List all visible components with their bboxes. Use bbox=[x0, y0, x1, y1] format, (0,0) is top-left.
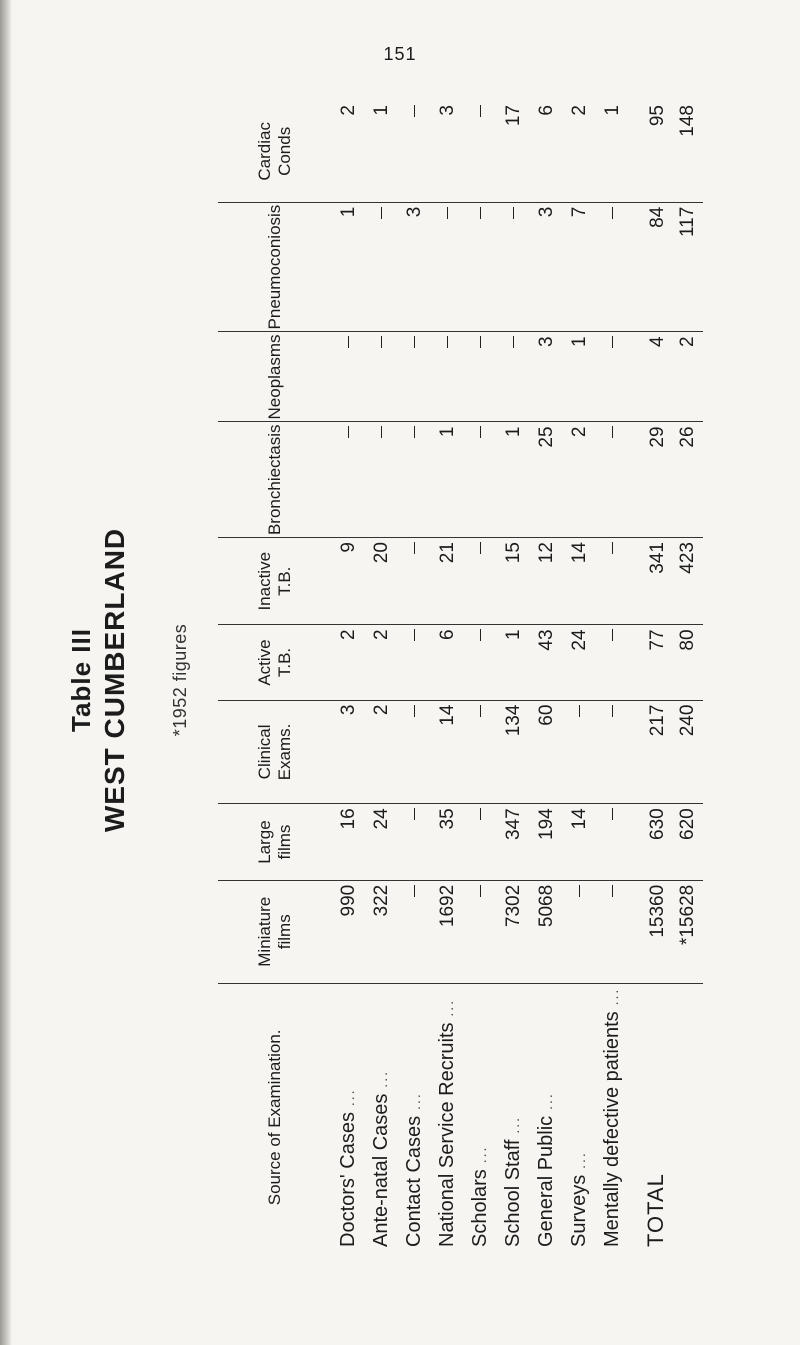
total-current: 217 bbox=[647, 704, 668, 737]
cell-value: 2 bbox=[568, 105, 590, 116]
cell-value: 3 bbox=[535, 206, 557, 218]
cell-bronch bbox=[332, 422, 365, 538]
cell-active bbox=[563, 625, 596, 700]
row-label bbox=[464, 983, 497, 1251]
col-source: Source of Examination. bbox=[265, 1029, 285, 1206]
cell-value: 9 bbox=[337, 542, 359, 553]
cell-value: 7 bbox=[568, 206, 590, 218]
total-previous: 423 bbox=[677, 542, 698, 574]
table-heading bbox=[66, 85, 131, 1275]
table-row bbox=[530, 101, 563, 1251]
col-active: Active T.B. bbox=[218, 625, 332, 700]
empty-dash bbox=[612, 885, 613, 897]
col-pneumo: Pneumoconiosis bbox=[218, 202, 332, 332]
total-current: 4 bbox=[647, 336, 668, 348]
cell-clinical bbox=[332, 700, 365, 804]
cell-pneumo bbox=[464, 202, 497, 332]
cell-value: 2 bbox=[370, 629, 392, 641]
row-label bbox=[596, 983, 629, 1251]
cell-value: 1 bbox=[601, 105, 623, 116]
empty-dash bbox=[513, 336, 514, 348]
total-previous: 80 bbox=[677, 629, 698, 651]
empty-dash bbox=[480, 542, 481, 554]
cell-bronch bbox=[497, 422, 530, 538]
cell-value: 21 bbox=[436, 542, 458, 564]
cell-miniature bbox=[497, 880, 530, 983]
cell-value: 3 bbox=[436, 105, 458, 116]
empty-dash bbox=[480, 207, 481, 219]
cell-value: 1 bbox=[370, 105, 392, 116]
cell-value: 1 bbox=[568, 336, 590, 348]
cell-pneumo bbox=[497, 202, 530, 332]
cell-large bbox=[464, 804, 497, 881]
leader-dots: ... bbox=[341, 1088, 357, 1113]
cell-value: 3 bbox=[403, 206, 425, 218]
row-label-text: Doctors' Cases bbox=[337, 1112, 359, 1247]
cell-large bbox=[563, 804, 596, 881]
cell-value: 2 bbox=[370, 704, 392, 716]
row-label bbox=[497, 983, 530, 1251]
empty-dash bbox=[480, 885, 481, 897]
cell-pneumo bbox=[332, 202, 365, 332]
cell-value: 15 bbox=[502, 542, 524, 564]
cell-miniature bbox=[530, 880, 563, 983]
footnote: *1952 figures bbox=[170, 623, 190, 737]
header-row bbox=[218, 101, 332, 1251]
cell-value: 24 bbox=[568, 629, 590, 651]
cell-value: 12 bbox=[535, 542, 557, 564]
cell-clinical bbox=[431, 700, 464, 804]
page-number: 151 bbox=[383, 44, 417, 64]
total-current: 341 bbox=[647, 542, 668, 574]
cell-neoplasms bbox=[596, 332, 629, 422]
cell-bronch bbox=[431, 422, 464, 538]
table-row bbox=[464, 101, 497, 1251]
cell-value: 2 bbox=[568, 426, 590, 438]
cell-cardiac bbox=[365, 101, 398, 202]
col-inactive: Inactive T.B. bbox=[218, 538, 332, 625]
cell-cardiac bbox=[464, 101, 497, 202]
cell-bronch bbox=[464, 422, 497, 538]
row-label-text: General Public bbox=[535, 1115, 557, 1247]
cell-inactive bbox=[563, 538, 596, 625]
cell-large bbox=[398, 804, 431, 881]
cell-active bbox=[530, 625, 563, 700]
leader-dots: ... bbox=[605, 987, 621, 1012]
cell-cardiac bbox=[431, 101, 464, 202]
row-label bbox=[431, 983, 464, 1251]
cell-value: 990 bbox=[337, 884, 359, 917]
cell-clinical bbox=[497, 700, 530, 804]
empty-dash bbox=[513, 207, 514, 219]
total-current: 77 bbox=[647, 629, 668, 651]
row-label-text: Mentally defective patients bbox=[601, 1011, 623, 1247]
rotated-table-page bbox=[58, 85, 778, 1275]
col-miniature: Miniature films bbox=[218, 880, 332, 983]
leader-dots: ... bbox=[374, 1070, 390, 1094]
empty-dash bbox=[480, 705, 481, 717]
table-row bbox=[398, 101, 431, 1251]
cell-value: 14 bbox=[436, 704, 458, 726]
cell-miniature bbox=[431, 880, 464, 983]
cell-value: 60 bbox=[535, 704, 557, 726]
total-previous: 26 bbox=[677, 426, 698, 448]
row-label-text: Surveys bbox=[568, 1174, 590, 1247]
cell-value: 1 bbox=[502, 426, 524, 438]
total-large bbox=[629, 804, 703, 881]
cell-value: 134 bbox=[502, 704, 524, 737]
total-previous: 117 bbox=[677, 206, 698, 237]
row-label-text: Scholars bbox=[469, 1169, 491, 1247]
cell-value: 5068 bbox=[535, 884, 557, 928]
cell-pneumo bbox=[530, 202, 563, 332]
cell-miniature bbox=[365, 880, 398, 983]
empty-dash bbox=[381, 207, 382, 219]
cell-pneumo bbox=[431, 202, 464, 332]
cell-value: 2 bbox=[337, 629, 359, 641]
empty-dash bbox=[612, 808, 613, 820]
total-current: 29 bbox=[647, 426, 668, 448]
cell-cardiac bbox=[563, 101, 596, 202]
total-row bbox=[629, 101, 703, 1251]
leader-dots: ... bbox=[473, 1145, 489, 1170]
total-previous: 240 bbox=[677, 704, 698, 737]
leader-dots: ... bbox=[572, 1151, 588, 1175]
cell-bronch bbox=[530, 422, 563, 538]
cell-neoplasms bbox=[431, 332, 464, 422]
total-previous: 148 bbox=[677, 105, 698, 137]
col-large: Large films bbox=[218, 804, 332, 881]
table-body bbox=[332, 101, 703, 1251]
cell-large bbox=[530, 804, 563, 881]
cell-large bbox=[596, 804, 629, 881]
cell-inactive bbox=[464, 538, 497, 625]
empty-dash bbox=[414, 426, 415, 438]
cell-miniature bbox=[332, 880, 365, 983]
table-number: Table III bbox=[66, 628, 96, 732]
cell-neoplasms bbox=[464, 332, 497, 422]
cell-neoplasms bbox=[332, 332, 365, 422]
cell-neoplasms bbox=[497, 332, 530, 422]
cell-value: 2 bbox=[337, 105, 359, 116]
total-cardiac bbox=[629, 101, 703, 202]
total-inactive bbox=[629, 538, 703, 625]
cell-cardiac bbox=[332, 101, 365, 202]
total-current: 95 bbox=[647, 105, 668, 127]
cell-cardiac bbox=[596, 101, 629, 202]
cell-active bbox=[398, 625, 431, 700]
cell-clinical bbox=[530, 700, 563, 804]
row-label-text: National Service Recruits bbox=[436, 1022, 458, 1247]
cell-value: 194 bbox=[535, 808, 557, 840]
cell-cardiac bbox=[530, 101, 563, 202]
total-current: 15360 bbox=[647, 884, 668, 938]
empty-dash bbox=[612, 426, 613, 438]
cell-neoplasms bbox=[530, 332, 563, 422]
cell-cardiac bbox=[497, 101, 530, 202]
cell-clinical bbox=[596, 700, 629, 804]
cell-value: 16 bbox=[337, 808, 359, 830]
row-label-text: School Staff bbox=[502, 1139, 524, 1247]
cell-active bbox=[464, 625, 497, 700]
table-row bbox=[497, 101, 530, 1251]
col-bronch: Bronchiectasis bbox=[218, 422, 332, 538]
total-previous: *15628 bbox=[677, 884, 698, 946]
empty-dash bbox=[579, 705, 580, 717]
empty-dash bbox=[414, 542, 415, 554]
total-current: 84 bbox=[647, 206, 668, 228]
table-row bbox=[596, 101, 629, 1251]
total-previous: 2 bbox=[677, 336, 698, 348]
empty-dash bbox=[348, 426, 349, 438]
cell-active bbox=[332, 625, 365, 700]
total-active bbox=[629, 625, 703, 700]
empty-dash bbox=[612, 542, 613, 554]
cell-clinical bbox=[365, 700, 398, 804]
cell-inactive bbox=[398, 538, 431, 625]
cell-value: 20 bbox=[370, 542, 392, 564]
total-previous: 620 bbox=[677, 808, 698, 840]
cell-value: 1 bbox=[502, 629, 524, 641]
cell-value: 322 bbox=[370, 884, 392, 917]
cell-inactive bbox=[332, 538, 365, 625]
row-label bbox=[365, 983, 398, 1251]
cell-pneumo bbox=[398, 202, 431, 332]
empty-dash bbox=[480, 336, 481, 348]
cell-neoplasms bbox=[365, 332, 398, 422]
empty-dash bbox=[480, 808, 481, 820]
empty-dash bbox=[381, 336, 382, 348]
total-neoplasms bbox=[629, 332, 703, 422]
total-pneumo bbox=[629, 202, 703, 332]
empty-dash bbox=[612, 629, 613, 641]
cell-value: 1692 bbox=[436, 884, 458, 928]
table-row bbox=[431, 101, 464, 1251]
cell-active bbox=[596, 625, 629, 700]
row-label bbox=[332, 983, 365, 1251]
table-row bbox=[365, 101, 398, 1251]
cell-bronch bbox=[596, 422, 629, 538]
cell-large bbox=[332, 804, 365, 881]
empty-dash bbox=[414, 336, 415, 348]
leader-dots: ... bbox=[506, 1115, 522, 1140]
row-label bbox=[530, 983, 563, 1251]
cell-inactive bbox=[365, 538, 398, 625]
cell-neoplasms bbox=[398, 332, 431, 422]
total-miniature bbox=[629, 880, 703, 983]
cell-inactive bbox=[530, 538, 563, 625]
table-row bbox=[332, 101, 365, 1251]
cell-value: 347 bbox=[502, 808, 524, 840]
empty-dash bbox=[480, 426, 481, 438]
cell-active bbox=[431, 625, 464, 700]
empty-dash bbox=[612, 705, 613, 717]
cell-value: 1 bbox=[337, 206, 359, 218]
cell-neoplasms bbox=[563, 332, 596, 422]
cell-clinical bbox=[398, 700, 431, 804]
empty-dash bbox=[612, 207, 613, 219]
leader-dots: ... bbox=[539, 1092, 555, 1116]
cell-cardiac bbox=[398, 101, 431, 202]
cell-active bbox=[497, 625, 530, 700]
cell-large bbox=[497, 804, 530, 881]
cell-value: 25 bbox=[535, 426, 557, 448]
empty-dash bbox=[414, 705, 415, 717]
empty-dash bbox=[480, 105, 481, 117]
row-label-text: Contact Cases bbox=[403, 1115, 425, 1247]
cell-value: 14 bbox=[568, 808, 590, 830]
binding-edge bbox=[0, 0, 12, 1345]
empty-dash bbox=[447, 207, 448, 219]
cell-value: 7302 bbox=[502, 884, 524, 928]
cell-value: 35 bbox=[436, 808, 458, 830]
empty-dash bbox=[447, 336, 448, 348]
cell-bronch bbox=[563, 422, 596, 538]
empty-dash bbox=[414, 808, 415, 820]
cell-large bbox=[365, 804, 398, 881]
cell-pneumo bbox=[596, 202, 629, 332]
cell-inactive bbox=[596, 538, 629, 625]
row-label-text: Ante-natal Cases bbox=[370, 1093, 392, 1247]
examination-table bbox=[218, 101, 703, 1251]
empty-dash bbox=[381, 426, 382, 438]
cell-inactive bbox=[497, 538, 530, 625]
empty-dash bbox=[414, 105, 415, 117]
cell-value: 14 bbox=[568, 542, 590, 564]
empty-dash bbox=[414, 885, 415, 897]
table-row bbox=[563, 101, 596, 1251]
leader-dots: ... bbox=[407, 1092, 423, 1116]
total-current: 630 bbox=[647, 808, 668, 840]
cell-value: 43 bbox=[535, 629, 557, 651]
cell-bronch bbox=[398, 422, 431, 538]
total-bronch bbox=[629, 422, 703, 538]
total-clinical bbox=[629, 700, 703, 804]
col-neoplasms: Neoplasms bbox=[218, 332, 332, 422]
leader-dots: ... bbox=[440, 998, 456, 1023]
cell-inactive bbox=[431, 538, 464, 625]
cell-bronch bbox=[365, 422, 398, 538]
empty-dash bbox=[612, 336, 613, 348]
cell-pneumo bbox=[365, 202, 398, 332]
cell-value: 6 bbox=[436, 629, 458, 641]
empty-dash bbox=[414, 629, 415, 641]
table-region: WEST CUMBERLAND bbox=[99, 527, 130, 833]
cell-miniature bbox=[596, 880, 629, 983]
cell-value: 24 bbox=[370, 808, 392, 830]
col-cardiac: Cardiac Conds bbox=[218, 101, 332, 202]
empty-dash bbox=[579, 885, 580, 897]
cell-miniature bbox=[563, 880, 596, 983]
cell-miniature bbox=[398, 880, 431, 983]
cell-value: 3 bbox=[337, 704, 359, 716]
cell-value: 1 bbox=[436, 426, 458, 438]
cell-pneumo bbox=[563, 202, 596, 332]
total-label: TOTAL bbox=[643, 1173, 668, 1247]
cell-clinical bbox=[464, 700, 497, 804]
empty-dash bbox=[348, 336, 349, 348]
col-clinical: Clinical Exams. bbox=[218, 700, 332, 804]
cell-value: 17 bbox=[502, 105, 524, 127]
cell-value: 6 bbox=[535, 105, 557, 116]
row-label bbox=[563, 983, 596, 1251]
cell-value: 3 bbox=[535, 336, 557, 348]
cell-miniature bbox=[464, 880, 497, 983]
row-label bbox=[398, 983, 431, 1251]
cell-large bbox=[431, 804, 464, 881]
cell-clinical bbox=[563, 700, 596, 804]
cell-active bbox=[365, 625, 398, 700]
empty-dash bbox=[480, 629, 481, 641]
